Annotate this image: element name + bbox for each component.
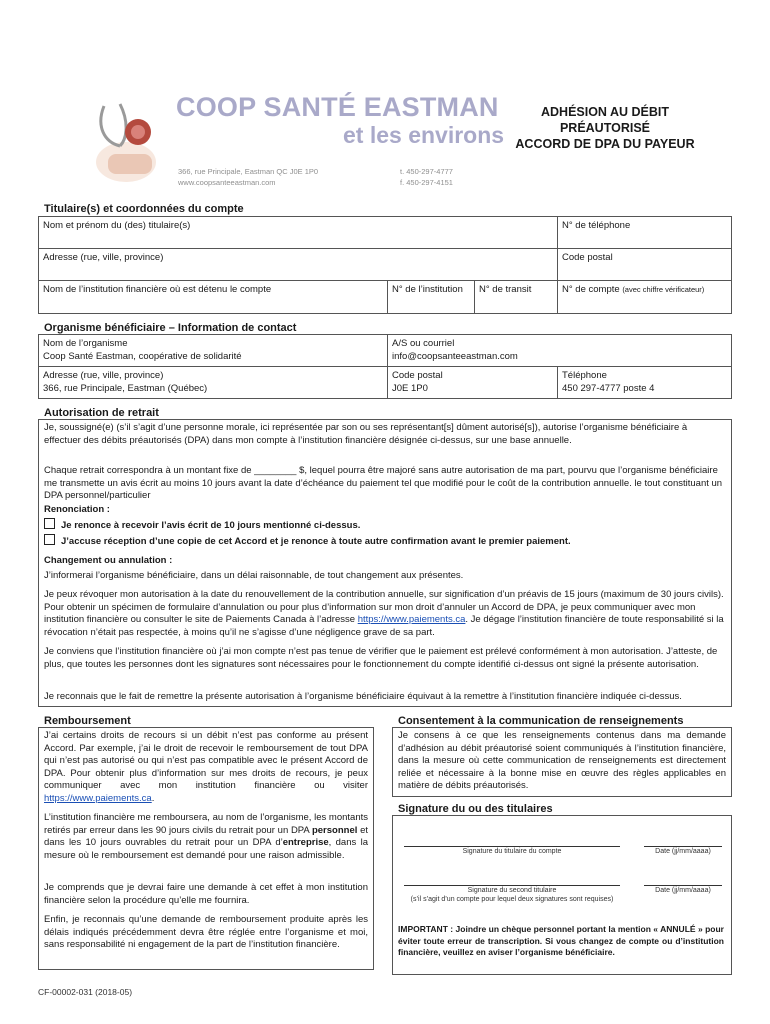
signature-line-2[interactable]: [404, 885, 620, 886]
important-note: IMPORTANT : Joindre un chèque personnel portant la mention « ANNULÉ » pour éviter toute erreur de transcription. Si vous changez de compte ou d’institution financière, veuillez en aviser l’organisme bénéficiaire.: [398, 924, 724, 957]
signature-section-title: Signature du ou des titulaires: [398, 803, 553, 815]
waiver-option-2[interactable]: [44, 534, 571, 549]
account-number-field[interactable]: [557, 280, 732, 314]
waiver-option-1-label: Je renonce à recevoir l’avis écrit de 10 jours mentionné ci-dessus.: [61, 520, 361, 531]
org-phone: t. 450-297-4777: [400, 167, 453, 176]
beneficiary-org-label: Nom de l’organisme: [43, 338, 128, 349]
beneficiary-org-cell: [38, 334, 388, 367]
signature-1-label: Signature du titulaire du compte: [462, 848, 562, 855]
refund-paragraph-2: [44, 812, 368, 862]
refund-paiements-link[interactable]: https://www.paiements.ca: [44, 792, 152, 804]
renonciation-label: Renonciation :: [44, 504, 110, 515]
beneficiary-postal-label: Code postal: [392, 370, 443, 381]
org-website: www.coopsanteeastman.com: [178, 178, 276, 187]
authorization-paragraph-2: Chaque retrait correspondra à un montant fixe de ________ $, lequel pourra être majoré sans autre autorisation de ma part, pourvu que l’organisme bénéficiaire me transmette un avis écrit au moins 10 jours avant la date d’échéance du paiement tel que modifié pour le coût de la contribution annuelle. le tout constituant un DPA personnel/particulier: [44, 465, 723, 501]
authorization-paragraph-3: J’informerai l’organisme bénéficiaire, dans un délai raisonnable, de tout changement aux présentes.: [44, 570, 464, 581]
refund-paragraph-4: Enfin, je reconnais qu’une demande de remboursement produite après les délais indiqués précédemment devra être réglée entre l’organisme et moi, sans responsabilité ni engagement de la part de l’institution financière.: [44, 914, 368, 950]
waiver-option-2-label: J’accuse réception d’une copie de cet Accord et je renonce à toute autre confirmation avant le premier paiement.: [61, 536, 571, 547]
waiver-option-1[interactable]: [44, 518, 360, 533]
institution-name-field[interactable]: [38, 280, 388, 314]
beneficiary-address-label: Adresse (rue, ville, province): [43, 370, 164, 381]
beneficiary-postal-cell: [387, 366, 558, 399]
authorization-paragraph-1: Je, soussigné(e) (s’il s’agit d’une personne morale, ici représentée par son ou ses représentant[s] dûment autorisé[s]), autorise l’organisme bénéficiaire à effectuer des débits préautorisés (DPA) dans mon compte à l’institution financière désignée ci-dessus, sur une base annuelle.: [44, 422, 688, 446]
holder-postal-label: Code postal: [562, 252, 613, 263]
authorization-paragraph-4a: Je peux révoquer mon autorisation à la date du renouvellement de la contribution annuelle, sur signification d’un préavis de 15 jours (maximum de 30 jours civils). Pour obtenir un spécimen de formulaire d’annulation ou pour plus d’information sur mon droit d’annuler un Accord de DPA, je peux communiquer avec mon institution financière ou consulter le site de Paiements Canada à l’adresse: [44, 589, 724, 625]
refund-paragraph-1-text: J’ai certains droits de recours si un débit n’est pas conforme au présent Accord. Par exemple, j’ai le droit de recevoir le remboursement de tout DPA qui n’est pas autorisé ou qui n’est pas compatible avec le présent Accord de DPA. Pour obtenir plus d’information sur mes droits de recours, je peux communiquer avec mon institution financière ou visiter: [44, 730, 368, 791]
transit-number-label: N° de transit: [479, 284, 532, 295]
title-line-2: PRÉAUTORISÉ: [559, 121, 651, 135]
holder-name-field[interactable]: [38, 216, 558, 249]
holder-phone-label: N° de téléphone: [562, 220, 631, 231]
holder-phone-field[interactable]: [557, 216, 732, 249]
refund-paragraph-3: Je comprends que je devrai faire une demande à cet effet à mon institution financière selon la procédure qu’elle me fournira.: [44, 882, 368, 906]
transit-number-field[interactable]: [474, 280, 558, 314]
refund-paragraph-2c: et dans les 10 jours ouvrables du retrait pour un DPA d’: [44, 824, 369, 848]
holders-section-title: Titulaire(s) et coordonnées du compte: [44, 203, 244, 215]
holder-address-label: Adresse (rue, ville, province): [43, 252, 164, 263]
date-line-1[interactable]: [644, 846, 722, 847]
waiver-checkbox-2[interactable]: [44, 534, 55, 545]
org-subtitle: et les environs: [343, 122, 505, 148]
org-name: COOP SANTÉ EASTMAN: [176, 92, 499, 122]
title-line-1: ADHÉSION AU DÉBIT: [540, 105, 669, 119]
signature-2-label: Signature du second titulaire: [467, 887, 557, 894]
paiements-link[interactable]: https://www.paiements.ca: [357, 614, 466, 625]
date-line-2[interactable]: [644, 885, 722, 886]
beneficiary-phone-label: Téléphone: [562, 370, 607, 381]
refund-personal-bold: personnel: [311, 824, 358, 836]
institution-number-label: N° de l’institution: [392, 284, 463, 295]
change-cancel-title: Changement ou annulation :: [44, 555, 173, 566]
beneficiary-phone-value: 450 297-4777 poste 4: [562, 383, 655, 394]
signature-2-note: (s’il s’agit d’un compte pour lequel deux signatures sont requises): [410, 896, 614, 903]
institution-name-label: Nom de l’institution financière où est détenu le compte: [43, 284, 272, 295]
authorization-paragraph-6: Je reconnais que le fait de remettre la présente autorisation à l’organisme bénéficiaire équivaut à la remettre à l’institution financière indiquée ci-dessus.: [44, 691, 682, 702]
beneficiary-email-label: A/S ou courriel: [392, 338, 455, 349]
authorization-paragraph-4b: . Je dégage l’institution financière de toute responsabilité si la révocation n’était pas respectée, à moins qu’il ne s’agisse d’une négligence grave de sa part.: [44, 614, 724, 638]
beneficiary-section-title: Organisme bénéficiaire – Information de contact: [44, 322, 297, 334]
account-number-label: N° de compte: [562, 284, 620, 295]
authorization-paragraph-5: Je conviens que l’institution financière où j’ai mon compte n’est pas tenue de vérifier que le paiement est prélevé conformément à mon autorisation. J’atteste, de plus, que toutes les personnes dont les signatures sont nécessaires pour le fonctionnement du compte identifié ci-dessus ont signé la présente autorisation.: [44, 646, 718, 670]
title-line-3: ACCORD DE DPA DU PAYEUR: [515, 137, 695, 151]
beneficiary-org-value: Coop Santé Eastman, coopérative de solidarité: [43, 351, 242, 362]
account-number-note: (avec chiffre vérificateur): [622, 285, 705, 294]
refund-paragraph-2a: L’institution financière me remboursera, au nom de l’organisme, les montants retirés par erreur dans les 90 jours civils du retrait pour un DPA: [44, 812, 368, 836]
form-code: CF-00002-031 (2018-05): [38, 987, 133, 997]
stethoscope-icon: [90, 96, 168, 184]
org-address: 366, rue Principale, Eastman QC J0E 1P0: [178, 167, 319, 176]
refund-paragraph-1: J’ai certains droits de recours si un débit n’est pas conforme au présent Accord. Par exemple, j’ai le droit de recevoir le remboursement de tout DPA qui n’est pas autorisé ou qui n’est pas compatible avec le présent Accord de DPA. Pour obtenir plus d’information sur mes droits de recours, je peux communiquer avec mon institution financière ou visiter https://www.paiements.ca.: [44, 730, 368, 804]
holder-name-label: Nom et prénom du (des) titulaire(s): [43, 220, 191, 231]
beneficiary-email-value: info@coopsanteeastman.com: [392, 351, 518, 362]
beneficiary-email-cell: [387, 334, 732, 367]
logo-image: [90, 96, 168, 184]
date-2-label: Date (jj/mm/aaaa): [655, 887, 711, 894]
beneficiary-postal-value: J0E 1P0: [392, 383, 428, 394]
signature-line-1[interactable]: [404, 846, 620, 847]
beneficiary-phone-cell: [557, 366, 732, 399]
beneficiary-address-cell: [38, 366, 388, 399]
beneficiary-address-value: 366, rue Principale, Eastman (Québec): [43, 383, 208, 394]
consent-paragraph: Je consens à ce que les renseignements contenus dans ma demande d’adhésion au débit préautorisé soient communiqués à l’institution financière, dans la mesure où cette communication de renseignements est directement reliée et nécessaire à la bonne mise en œuvre des règles applicables en matière de débits préautorisés.: [398, 730, 726, 791]
refund-business-bold: entreprise: [282, 837, 329, 848]
holder-address-field[interactable]: [38, 248, 558, 281]
institution-number-field[interactable]: [387, 280, 475, 314]
authorization-paragraph-4: [44, 589, 726, 639]
waiver-checkbox-1[interactable]: [44, 518, 55, 529]
consent-section-title: Consentement à la communication de renseignements: [398, 715, 684, 727]
authorization-section-title: Autorisation de retrait: [44, 407, 159, 419]
document-title: [500, 104, 710, 152]
org-fax: f. 450-297-4151: [400, 178, 453, 187]
refund-section-title: Remboursement: [44, 715, 131, 727]
holder-postal-field[interactable]: [557, 248, 732, 281]
refund-paragraph-2d: , dans la mesure où le remboursement est demandé pour une raison admissible.: [44, 837, 368, 861]
date-1-label: Date (jj/mm/aaaa): [655, 848, 711, 855]
